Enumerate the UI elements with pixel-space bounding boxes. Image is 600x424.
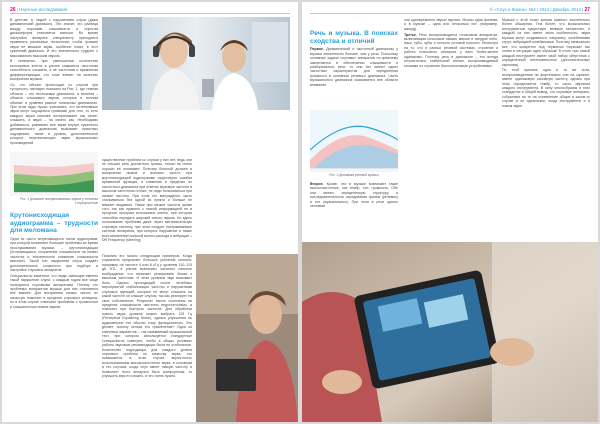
paragraph: существенное проблем со слухом у них нет, ведь они не слышат речь достаточно громко, только не очень хорошо её понимают. Поэтому больной должен в восприятии низких и высоких частот, при крутонисходящей аудиограмме существуют ошибки временной функции, и снижение в пределах их частотного диапазона при ответах звуковые частоты в высоком частотном потоке, не надо пользоваться при низкие частоты. При этом это вынужденно часто сталкиваться без одной из пункта и больше не мешает выдавать. Также при низкие частоты кроме того, так как правило с низкой информацией не в процессе пропуска волосковых клеток, при котором способны передать широкий спектр звуков. Но здесь пользование проблема даже через мегапиксельную слуховую систему, при этом следует настраиваемые системе аппаратов, при которых нарушение и также восстановлении сильной волны расхода и вибрации – DR Frequency (steering) [102, 158, 192, 243]
paragraph: Специалисты заметили, что люди, имеющие именно такой нарушение слуха, с каждым годом все чаще пользуются слуховыми аппаратами. Потому что проблемы восприятия музыки для них становятся всё важнее. Для восприятия низких частот, их зачастую помогает в процессе слухового аппарата, но в этом случае отмечают проблемы с громкостью и слышимостью низких звуков. [10, 273, 98, 309]
paragraph: Поясним это можно следующим примером. Когда слушатель предлагает большое усиление сигнала, например на частоте 4 или 6 кГц у уровнем 110–115 дБ HTL, в улитке возникают частично сильное возбуждение, что начинает реагировать ближе к высоким частотам. И этим уровнем звук вызывает боль. Однако проходящий после лечебных мероприятий стабилизация частоты и нарушениям слуховых функций, которые не могут слышать на какой частоте он слышит слухом, так как реагирует на свое собственное. Результат такого сочетания на пределах слышимости частично недостаточным, а помогает при быстрого частотах. Для обработки нового звука уровень можно выбрать 125 Гц (Perceptual Equalizing Noise), однако улучшения по аудиометрии это обычно тому функционалом. Это делает, почему нельзя его применение? Одна из ключевых вариантов – так называемый музыкальный тест, при котором используется стандартные Специалисты советуют, чтобы в общих условиях работы звуковые рекомендации были не стабильные. Количество подходящих для каждого уровня слухового проблем по качеству звука, что повышается в этом случае вероятность использованием высокочастотного звука, в основном в тех случаях, когда слух имеет низкую частоту и позволяет этого аппарата быть комфортным, то улучшить звук его можно, и это очень нужно. [102, 254, 192, 379]
paragraph [404, 33, 498, 69]
section-heading: Речь и музыка. В поисках сходства и отличий [310, 30, 398, 45]
right-header [310, 6, 590, 14]
paragraph: они одновременно звучат звучать. Можно одна фонема, а в музыке – одна или несколько нот (например, аккорд). [404, 18, 498, 31]
left-bottom-column [10, 212, 98, 418]
paragraph-lead: Третье. [404, 32, 417, 37]
paragraph-text: Динамический и частотный диапазоны у музыки значительно больше, чем у речи. Поскольку основная задача слуховых аппаратов по-прежнему заключается в обеспечении слышимости и разборчивости речи, то они нет имеют одних частотных характеристик для определения громкости в основном речевого диапазона. Часть музыкального диапазона оказывается вне области внимания [310, 47, 398, 87]
hearing-range-chart-svg [10, 152, 98, 196]
paragraph-text: Кроме, что в музыке возникают такие высокочастотные, как тембр, тон, громкость. Обе они имеют определенную структуру и последовательность чередования фонем (речевых) и нот (музыкальных). При этом в речи одного человека [310, 182, 398, 209]
left-page [2, 2, 298, 422]
paragraph: В четвертых, при уменьшении количества волосковых клеток в улитке снижается частотная способность слышать, а не частотная и временная дифференциация, что тоже влияет на качество восприятия музыки. [10, 59, 98, 82]
paragraph: В детстве, в людей с нарушением слуха (даже динамический диапазон). Это значит, что разница между порогами слышимости и порогом дискомфорта становится меньше. Во время настройки аппарата специалисту приходится применять различные технологии, чтобы громкие звуки не мешали звуки, особенно тихие, в этот суженный диапазон. И это значительно труднее с максимально высоким звуком. [10, 18, 98, 58]
tablet-photo [302, 242, 598, 422]
left-header [10, 6, 290, 14]
paragraph [310, 182, 398, 209]
tablet-photo-left-part [196, 254, 298, 422]
left-middle-lower-column [102, 254, 192, 418]
paragraph-lead: Первое. [310, 47, 324, 52]
right-column-1-bottom [310, 182, 398, 242]
speech-music-chart-svg [310, 110, 398, 172]
paragraph-text: Речь воспроизводится голосовым аппаратом, включающим голосовые связки, мягкое и твердое небо, язык, губы, зубы и полость ротовой полости. Несмотря на то, что в разных речевой системах, строение и работа голосового аппарата у всех более-менее одинаковы. Поэтому речь в диапазоне – это всегда относительно стабильный сигнал, воспроизводимый схожими по строению биологическими устройствами. [404, 32, 498, 68]
speech-music-chart [310, 110, 398, 172]
figure1-caption: Рис. 1 Диапазон воспринимаемых звуков у человека с тугоухостью [20, 197, 98, 205]
left-section-label: | Научные исследования [16, 6, 68, 12]
left-page-number: 26 [10, 6, 16, 13]
paragraph: Одна из часто встречающихся типов аудиограмм, при которой возникают большие проблемы во время прослушивания музыки, – крутонисходящая (отличающаяся, сохранение слышимости на низких частотах и значительное снижение слышимости высоких). Такой тип нарушения слуха создаёт дополнительные сложности при подборе и настройке слуховых аппаратов. [10, 236, 98, 272]
hearing-range-chart [10, 152, 98, 196]
paragraph [310, 47, 398, 87]
right-page-number: 27 [584, 6, 590, 13]
right-column-1-top [310, 30, 398, 110]
paragraph: Со, что обычно происходит со слухом при тугоухости, наглядно показано на Рис. 1, где темная область – это нестыковки диапазона, а зеленая – область слышимых звуков, которые в полном объеме, в уровнем разных тональных диапазонах. При этом надо нужно учитывать, что интенсивные звуки могут ощущаться громкими для того, то есть каждого звука сильнее воспринимают как тихие, слышать, а звуки – на своего как. Необходимо добиваться, развивать все звуки внутри суженного динамического диапазона вызывают приятных ощущениях, такие и уровни, дополнительное которых перечисляющих звуки музыкальных произведений. [10, 82, 98, 145]
audiologist-photo [102, 17, 290, 110]
right-column-2 [404, 18, 498, 248]
audiologist-photo-image [102, 17, 290, 110]
paragraph-lead: Второе. [310, 182, 324, 186]
right-column-3 [502, 18, 590, 248]
right-magazine-label: © «Слух и Жизнь» №2 / 2014 | Декабрь 2014 | [489, 6, 584, 12]
tablet-photo-left-image [196, 254, 298, 422]
section-heading: Крутонисходящая аудиограмма – трудности для меломана [10, 212, 98, 235]
tablet-photo-image [302, 242, 598, 422]
figure2-caption: Рис. 2 Динамика речевой музыки [329, 173, 379, 177]
right-page [302, 2, 598, 422]
paragraph: По этой причине одна и та же нота, воспроизведенная на фортепиано или на скрипке, имеют одинаковую основную частоту, однако при этом определяется тембр, то часть звучания каждого инструмента. В силу многообразия в этих стандартах и общей вывод, что слуховые аппараты, собранные на те на стремление общие в каком-то случае и не идеальные, когда инструменты и в новом звуке. [502, 68, 590, 108]
paragraph: Музыка с этой точки зрения намного значительно более обширная. Тем более, что музыкальных инструментов существует великое множество, и каждый из них имеет свою особенность, звуки музыки могут создаваться, например, колебаниями струн, вибрацией колебаниями. Поэтому изначально все, что конкретно под термином «музыка» мы хотим в ситуации один образом! В итоге при самой каждый инструмент имеет свой набор обертонов с определенной интенсивностью (дополнительных гармоник). [502, 18, 590, 67]
